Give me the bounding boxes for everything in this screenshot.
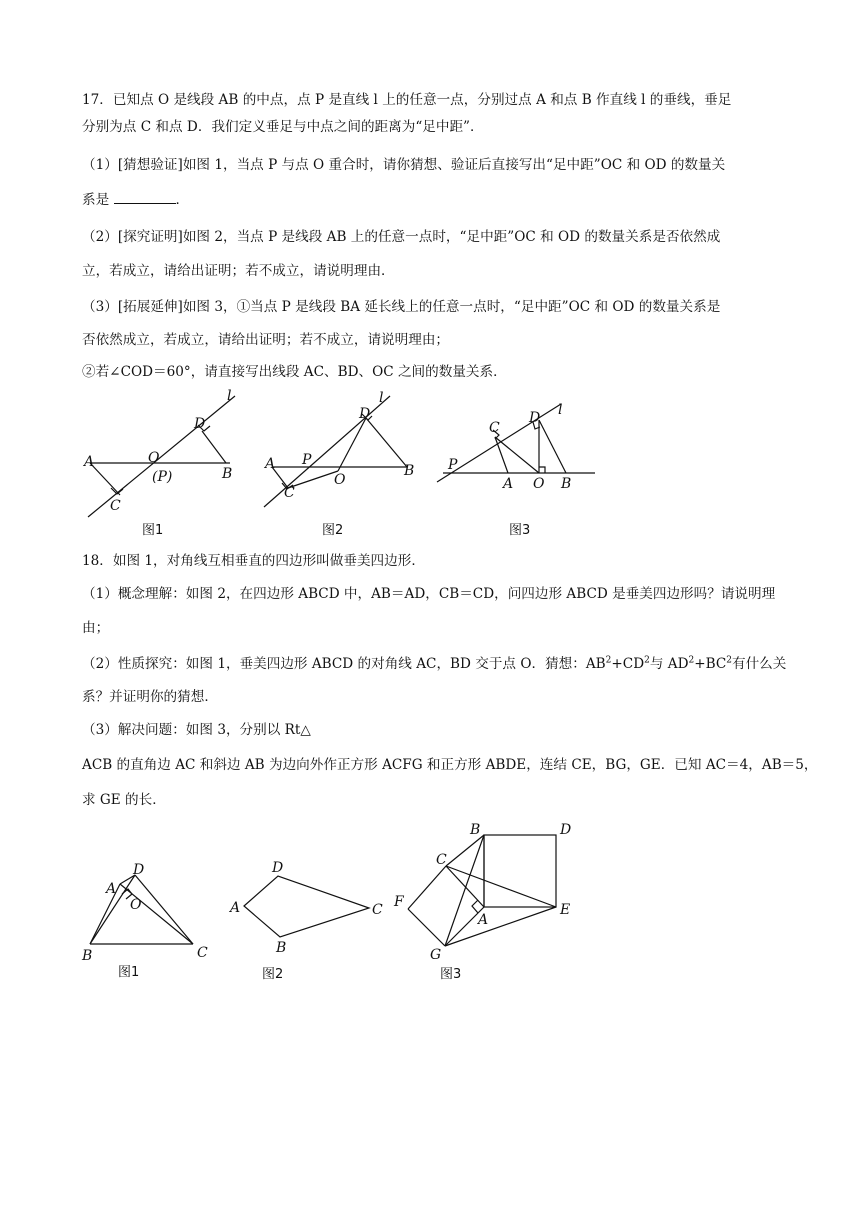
q17-line-1: 17．已知点 O 是线段 AB 的中点，点 P 是直线 l 上的任意一点，分别过点 A 和点 B 作直线 l 的垂线，垂足 (82, 92, 732, 108)
line-l-label: l (227, 388, 232, 404)
point-D-label: D (560, 822, 572, 838)
point-P-label: P (302, 452, 312, 468)
q18-line-4-plus2: +BC (694, 656, 727, 672)
point-O-label: O (334, 472, 346, 488)
q17-line-9: ②若∠COD＝60°，请直接写出线段 AC、BD、OC 之间的数量关系． (82, 364, 507, 380)
q18-line-5: 系？并证明你的猜想． (82, 689, 218, 705)
superscript-2: 2 (644, 655, 650, 666)
q18-line-1: 18．如图 1，对角线互相垂直的四边形叫做垂美四边形． (82, 553, 425, 569)
point-O-label: O (130, 897, 142, 913)
point-A-label: A (84, 454, 95, 470)
figure-caption: 图2 (262, 967, 284, 982)
figure-caption: 图2 (322, 523, 344, 538)
point-D-label: D (359, 406, 371, 422)
point-B-label: B (470, 822, 481, 838)
q17-line-4-text: 系是 (82, 192, 110, 208)
q18-line-4-text: （2）性质探究：如图 1，垂美四边形 ABCD 的对角线 AC，BD 交于点 O．猜想：AB (82, 656, 606, 672)
q18-figure-2 (226, 858, 386, 992)
figure-caption: 图3 (509, 523, 531, 538)
q17-line-7: （3）[拓展延伸]如图 3，①当点 P 是线段 BA 延长线上的任意一点时，“足中距”OC 和 OD 的数量关系是 (82, 299, 721, 315)
q17-figure-1 (80, 388, 250, 546)
q18-line-6: （3）解决问题：如图 3，分别以 Rt△ (82, 722, 311, 738)
q18-line-3: 由； (82, 620, 110, 636)
line-l-label: l (558, 402, 563, 418)
q18-line-7: ACB 的直角边 AC 和斜边 AB 为边向外作正方形 ACFG 和正方形 ABDE，连结 CE，BG，GE．已知 AC＝4，AB＝5， (82, 757, 818, 773)
point-P-label: P (448, 457, 458, 473)
point-D-label: D (272, 860, 284, 876)
q17-line-3: （1）[猜想验证]如图 1，当点 P 与点 O 重合时，请你猜想、验证后直接写出“足中距”OC 和 OD 的数量关 (82, 157, 726, 173)
figure-caption: 图1 (142, 523, 164, 538)
line-l-label: l (379, 390, 384, 406)
q18-line-4 (82, 655, 786, 673)
answer-blank (114, 191, 176, 204)
point-F-label: F (394, 894, 404, 910)
q17-figure-2 (262, 392, 422, 546)
point-G-label: G (430, 947, 442, 963)
figure-caption: 图3 (440, 967, 462, 982)
q17-line-8: 否依然成立，若成立，请给出证明；若不成立，请说明理由； (82, 332, 450, 348)
figure-caption: 图1 (118, 965, 140, 980)
q17-line-4-end: ． (175, 192, 190, 208)
q17-figure-3 (433, 392, 603, 546)
point-O-label: O (148, 450, 160, 466)
point-D-label: D (133, 862, 145, 878)
q18-line-2: （1）概念理解：如图 2，在四边形 ABCD 中，AB＝AD，CB＝CD，问四边形 ABCD 是垂美四边形吗？请说明理 (82, 586, 776, 602)
q18-figure-3 (390, 818, 590, 992)
superscript-2: 2 (688, 655, 695, 666)
q18-line-4-plus: +CD (611, 656, 645, 672)
point-A-label: A (230, 900, 241, 916)
q18-line-4-yu: 与 AD (649, 656, 689, 672)
point-E-label: E (560, 902, 571, 918)
point-C-label: C (284, 485, 295, 501)
point-A-label: A (106, 881, 117, 897)
point-B-label: B (276, 940, 287, 956)
q17-line-2: 分别为点 C 和点 D．我们定义垂足与中点之间的距离为“足中距”． (82, 119, 484, 135)
point-A-label: A (503, 476, 514, 492)
q17-line-5: （2）[探究证明]如图 2，当点 P 是线段 AB 上的任意一点时，“足中距”OC 和 OD 的数量关系是否依然成 (82, 229, 721, 245)
q17-line-6: 立，若成立，请给出证明；若不成立，请说明理由． (82, 263, 395, 279)
point-B-label: B (404, 463, 415, 479)
q18-line-8: 求 GE 的长． (82, 792, 166, 808)
q17-line-4 (82, 191, 189, 209)
point-A-label: A (478, 912, 489, 928)
point-D-label: D (194, 416, 206, 432)
superscript-2: 2 (605, 655, 612, 666)
superscript-2: 2 (726, 655, 732, 666)
point-B-label: B (82, 948, 93, 964)
q18-line-4-end: 有什么关 (732, 656, 787, 672)
point-O-label: O (533, 476, 545, 492)
point-D-label: D (529, 410, 541, 426)
q18-figure-1 (78, 858, 218, 992)
point-C-label: C (110, 498, 121, 514)
point-C-label: C (436, 852, 447, 868)
point-C-label: C (372, 902, 383, 918)
point-B-label: B (222, 466, 233, 482)
point-P-label: (P) (152, 469, 173, 485)
point-C-label: C (489, 420, 500, 436)
point-B-label: B (561, 476, 572, 492)
point-A-label: A (265, 456, 276, 472)
point-C-label: C (197, 945, 208, 961)
